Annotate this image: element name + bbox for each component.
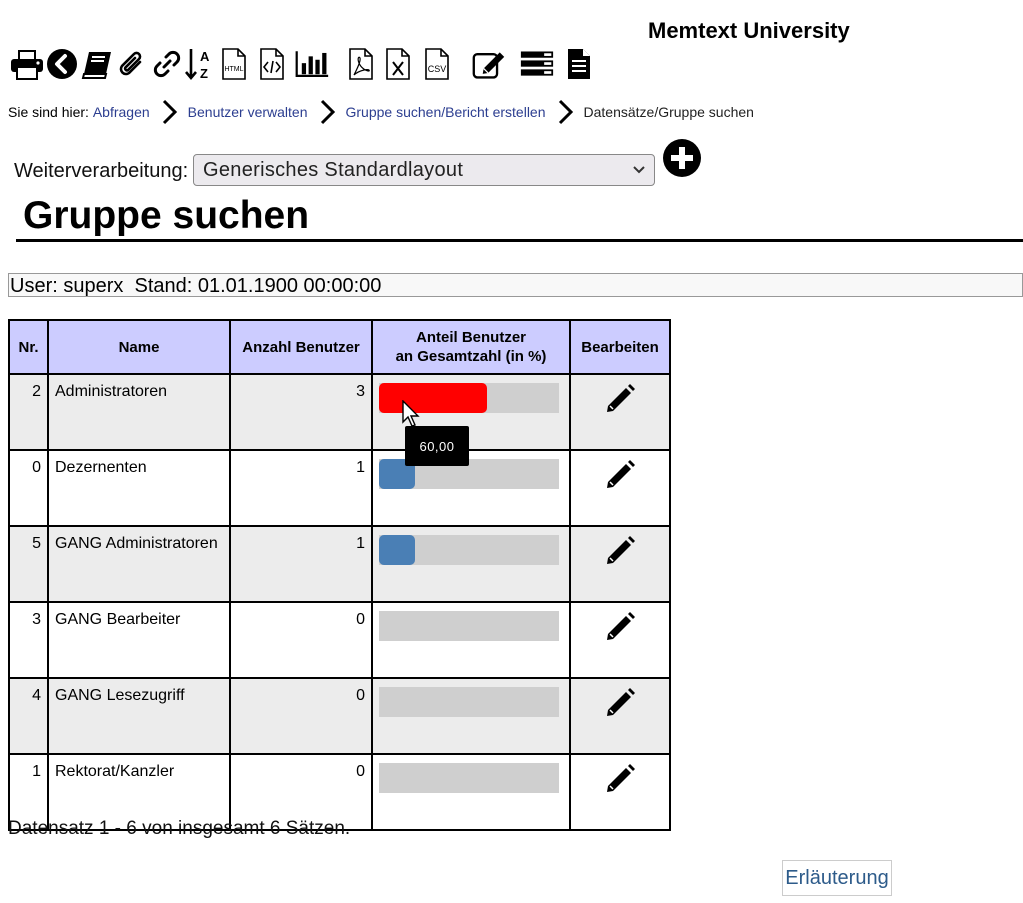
share-bar-track — [379, 611, 559, 641]
pdf-file-icon[interactable] — [344, 46, 378, 82]
cell-name: GANG Administratoren — [48, 526, 230, 602]
institution-title: Memtext University — [648, 18, 850, 43]
document-icon[interactable] — [562, 46, 596, 82]
cell-edit — [570, 374, 670, 450]
pencil-icon[interactable] — [604, 535, 636, 572]
cell-nr: 5 — [9, 526, 48, 602]
svg-text:CSV: CSV — [427, 64, 447, 74]
share-bar-track — [379, 763, 559, 793]
breadcrumb-prefix: Sie sind hier: — [8, 104, 89, 120]
col-header-share[interactable] — [372, 320, 570, 374]
breadcrumb — [8, 98, 754, 126]
result-table — [8, 319, 671, 831]
cell-count: 1 — [230, 450, 372, 526]
cell-nr: 0 — [9, 450, 48, 526]
cell-share — [372, 450, 570, 526]
user-status-line: User: superx Stand: 01.01.1900 00:00:00 — [8, 273, 1023, 297]
col-header-nr[interactable]: Nr. — [9, 320, 48, 374]
col-header-share-line1: Anteil Benutzer — [415, 329, 526, 346]
chevron-right-icon — [158, 98, 180, 126]
svg-text:Z: Z — [200, 66, 208, 81]
add-circle-icon[interactable] — [662, 138, 702, 178]
breadcrumb-link-gruppe-suchen[interactable]: Gruppe suchen/Bericht erstellen — [345, 104, 546, 120]
cell-share — [372, 754, 570, 830]
cell-nr: 4 — [9, 678, 48, 754]
breadcrumb-link-benutzer-verwalten[interactable]: Benutzer verwalten — [187, 104, 308, 120]
cell-edit — [570, 754, 670, 830]
record-count: Datensatz 1 - 6 von insgesamt 6 Sätzen. — [8, 818, 351, 839]
col-header-name[interactable]: Name — [48, 320, 230, 374]
cell-share — [372, 602, 570, 678]
edit-icon[interactable] — [472, 46, 506, 82]
pencil-icon[interactable] — [604, 687, 636, 724]
pencil-icon[interactable] — [604, 611, 636, 648]
pencil-icon[interactable] — [604, 459, 636, 496]
cell-edit — [570, 450, 670, 526]
cell-share — [372, 526, 570, 602]
sort-az-icon[interactable] — [182, 46, 216, 82]
mouse-cursor-icon — [402, 400, 422, 428]
chevron-right-icon — [316, 98, 338, 126]
weiterverarbeitung-label: Weiterverarbeitung: — [14, 159, 189, 182]
code-file-icon[interactable] — [255, 46, 289, 82]
cell-count: 3 — [230, 374, 372, 450]
cell-count: 1 — [230, 526, 372, 602]
link-icon[interactable] — [150, 46, 184, 82]
cell-count: 0 — [230, 678, 372, 754]
cell-name: GANG Bearbeiter — [48, 602, 230, 678]
share-bar-track — [379, 535, 559, 565]
explanation-button[interactable]: Erläuterung — [782, 860, 892, 896]
page-title-block — [16, 193, 1023, 242]
cell-name: GANG Lesezugriff — [48, 678, 230, 754]
layout-select-value: Generisches Standardlayout — [203, 159, 464, 181]
cell-count: 0 — [230, 754, 372, 830]
share-bar-track — [379, 687, 559, 717]
cell-name: Rektorat/Kanzler — [48, 754, 230, 830]
table-row — [9, 374, 670, 450]
bar-tooltip: 60,00 — [405, 426, 469, 466]
html-file-icon[interactable] — [217, 46, 251, 82]
share-bar-fill[interactable] — [379, 383, 487, 413]
pencil-icon[interactable] — [604, 763, 636, 800]
cell-nr: 2 — [9, 374, 48, 450]
excel-file-icon[interactable] — [381, 46, 415, 82]
cell-share — [372, 678, 570, 754]
col-header-share-line2: an Gesamtzahl (in %) — [395, 348, 547, 365]
page-title: Gruppe suchen — [23, 194, 310, 237]
svg-text:A: A — [200, 49, 210, 64]
table-row — [9, 602, 670, 678]
print-icon[interactable] — [10, 46, 44, 82]
cell-nr: 1 — [9, 754, 48, 830]
svg-text:HTML: HTML — [224, 66, 244, 73]
table-row — [9, 450, 670, 526]
share-bar-fill[interactable] — [379, 535, 415, 565]
layout-select[interactable] — [193, 154, 655, 186]
cell-nr: 3 — [9, 602, 48, 678]
table-row — [9, 526, 670, 602]
pencil-icon[interactable] — [604, 383, 636, 420]
chevron-right-icon — [554, 98, 576, 126]
back-icon[interactable] — [45, 46, 79, 82]
col-header-edit: Bearbeiten — [570, 320, 670, 374]
list-icon[interactable] — [520, 46, 554, 82]
col-header-count[interactable]: Anzahl Benutzer — [230, 320, 372, 374]
paperclip-icon[interactable] — [115, 46, 149, 82]
table-row — [9, 678, 670, 754]
cell-edit — [570, 602, 670, 678]
cell-name: Dezernenten — [48, 450, 230, 526]
cell-edit — [570, 678, 670, 754]
bar-chart-icon[interactable] — [295, 46, 329, 82]
weiterverarbeitung-row — [14, 154, 464, 188]
csv-file-icon[interactable] — [420, 46, 454, 82]
book-icon[interactable] — [80, 46, 114, 82]
cell-name: Administratoren — [48, 374, 230, 450]
cell-count: 0 — [230, 602, 372, 678]
breadcrumb-link-abfragen[interactable]: Abfragen — [92, 104, 150, 120]
chevron-down-icon — [632, 164, 646, 176]
cell-edit — [570, 526, 670, 602]
breadcrumb-current: Datensätze/Gruppe suchen — [583, 104, 754, 120]
